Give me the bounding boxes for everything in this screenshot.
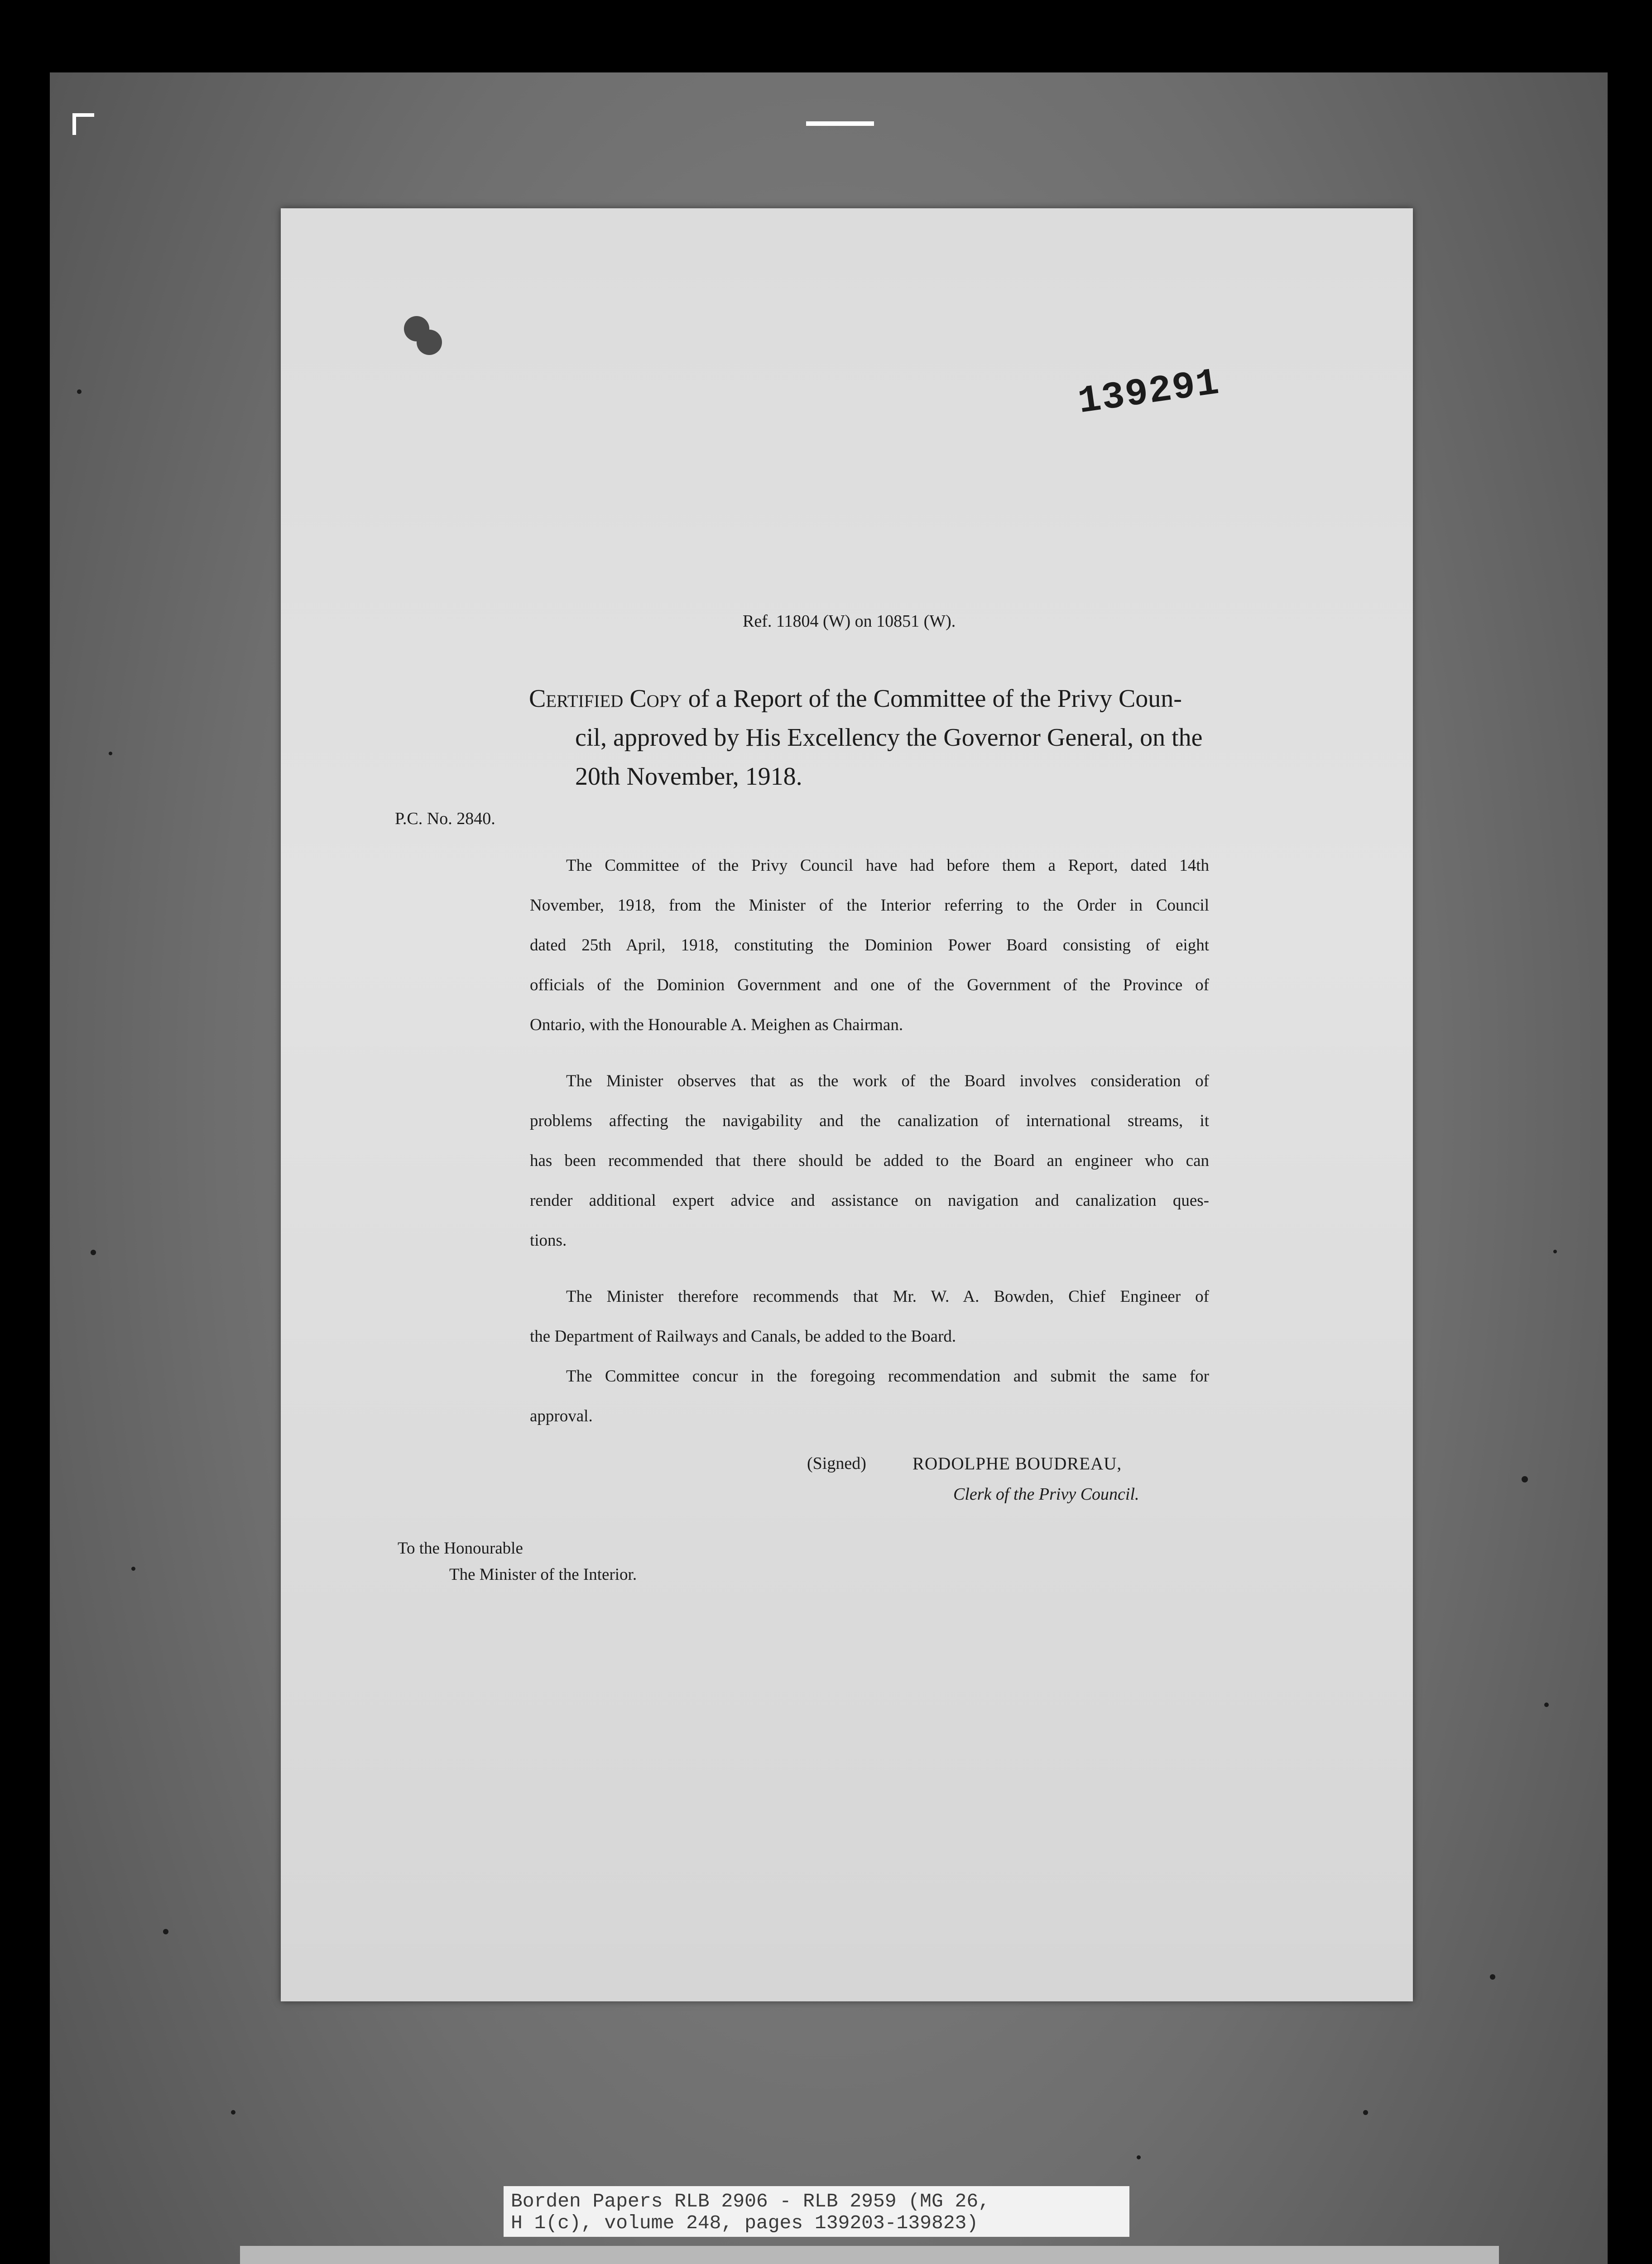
heading-line-1 [529, 679, 1182, 718]
paragraph-line: render additional expert advice and assistance on navigation and canalization ques- [530, 1191, 1209, 1210]
paragraph-line: November, 1918, from the Minister of the Interior referring to the Order in Council [530, 896, 1209, 915]
paragraph-2 [530, 1061, 1209, 1261]
paragraph-line: has been recommended that there should be added to the Board an engineer who can [530, 1151, 1209, 1170]
punch-hole-bottom [417, 330, 442, 355]
paragraph-line: approval. [530, 1407, 593, 1425]
heading-line-3: 20th November, 1918. [575, 763, 802, 791]
addressee-line-2: The Minister of the Interior. [449, 1565, 637, 1584]
reference-line: Ref. 11804 (W) on 10851 (W). [743, 612, 956, 631]
paragraph-line: The Committee of the Privy Council have had before them a Report, dated 14th [566, 856, 1209, 875]
paragraph-line: tions. [530, 1231, 567, 1250]
signer-name: RODOLPHE BOUDREAU, [912, 1454, 1122, 1473]
film-corner-mark [72, 113, 94, 135]
paragraph-line: problems affecting the navigability and the canalization of international streams, it [530, 1112, 1209, 1130]
paragraph-1 [530, 846, 1209, 1045]
signed-label: (Signed) [807, 1454, 866, 1473]
tape-strip [240, 2246, 1499, 2264]
paragraph-line: The Minister therefore recommends that Mr. W. A. Bowden, Chief Engineer of [566, 1287, 1209, 1306]
paragraph-line: officials of the Dominion Government and one of the Government of the Province of [530, 976, 1209, 994]
stamp-number: 139291 [1075, 361, 1223, 424]
heading-lead-caps: Certified Copy [529, 685, 682, 713]
paragraph-line: The Minister observes that as the work of the Board involves consideration of [566, 1072, 1209, 1090]
archive-reference-line-1: Borden Papers RLB 2906 - RLB 2959 (MG 26, [511, 2190, 990, 2212]
signer-title: Clerk of the Privy Council. [953, 1485, 1139, 1504]
pc-number: P.C. No. 2840. [395, 809, 495, 828]
heading-line-2: cil, approved by His Excellency the Governor General, on the [575, 724, 1203, 752]
archive-reference-line-2: H 1(c), volume 248, pages 139203-139823) [511, 2212, 979, 2234]
film-top-mark [806, 121, 874, 126]
paragraph-line: the Department of Railways and Canals, be added to the Board. [530, 1327, 956, 1346]
archive-reference-label [504, 2186, 1129, 2237]
paragraph-line: dated 25th April, 1918, constituting the Dominion Power Board consisting of eight [530, 936, 1209, 955]
paragraph-line: Ontario, with the Honourable A. Meighen as Chairman. [530, 1016, 903, 1034]
heading-line-1-text: of a Report of the Committee of the Privy Coun- [688, 685, 1182, 713]
addressee-line-1: To the Honourable [398, 1539, 523, 1558]
paragraph-3 [530, 1277, 1209, 1357]
paragraph-4 [530, 1357, 1209, 1436]
paragraph-line: The Committee concur in the foregoing recommendation and submit the same for [566, 1367, 1209, 1386]
